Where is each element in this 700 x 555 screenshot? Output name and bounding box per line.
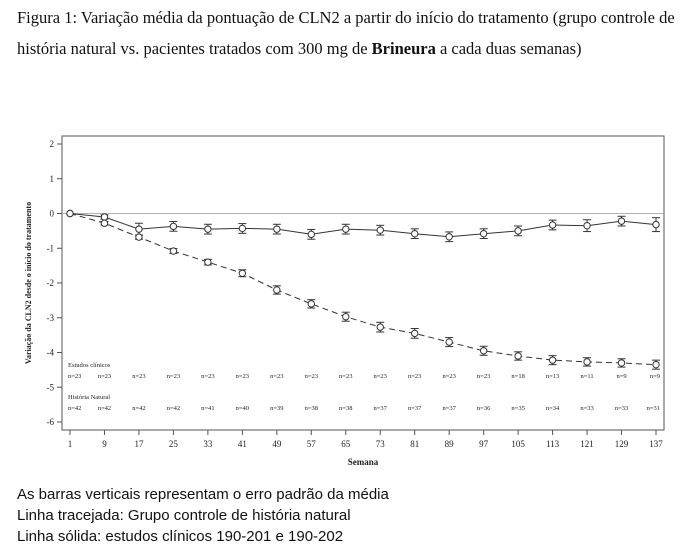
data-point — [584, 359, 590, 365]
x-tick-label: 65 — [341, 439, 351, 449]
y-tick-label: -2 — [46, 278, 54, 288]
n-count: n=23 — [97, 373, 112, 380]
x-tick-label: 9 — [102, 439, 107, 449]
data-point — [515, 228, 521, 234]
n-count: n=38 — [339, 405, 353, 412]
y-tick-label: -3 — [46, 312, 54, 323]
n-count: n=42 — [166, 405, 181, 412]
n-count: n=9 — [649, 373, 660, 380]
x-tick-label: 57 — [306, 439, 316, 449]
n-count: n=23 — [201, 373, 215, 380]
chart-marks — [67, 210, 660, 412]
data-point — [618, 360, 624, 366]
n-count: n=42 — [97, 405, 112, 412]
x-tick-label: 129 — [614, 439, 629, 449]
x-tick-label: 121 — [580, 439, 594, 449]
x-tick-label: 1 — [67, 439, 73, 449]
n-count: n=23 — [442, 373, 456, 380]
y-tick-label: 0 — [49, 208, 54, 219]
y-axis-label: Variação da CLN2 desde o início do tratamento — [24, 201, 33, 365]
x-tick-label: 89 — [444, 439, 454, 449]
n-count: n=23 — [166, 373, 181, 380]
n-count: n=23 — [476, 373, 491, 380]
n-table-label: Estudos clínicos — [68, 362, 111, 369]
data-point — [446, 339, 452, 345]
data-point — [274, 287, 280, 293]
n-count: n=31 — [646, 405, 660, 412]
data-point — [653, 361, 659, 367]
note-error-bars: As barras verticais representam o erro padrão da média — [17, 486, 389, 503]
n-count: n=34 — [545, 405, 560, 412]
y-tick-label: 1 — [49, 173, 54, 184]
data-point — [170, 248, 176, 254]
n-count: n=23 — [235, 373, 250, 380]
data-point — [480, 230, 486, 236]
n-count: n=23 — [270, 373, 284, 380]
x-tick-label: 113 — [546, 439, 560, 449]
data-point — [67, 210, 73, 216]
data-point — [446, 234, 452, 240]
n-count: n=36 — [476, 405, 491, 412]
n-count: n=40 — [235, 405, 250, 412]
data-point — [239, 225, 245, 231]
n-count: n=37 — [442, 405, 456, 412]
x-tick-label: 25 — [168, 439, 178, 449]
n-count: n=33 — [580, 405, 594, 412]
data-point — [136, 226, 142, 232]
data-point — [412, 330, 418, 336]
caption-text: Figura 1: Variação média da pontuação de CLN2 a partir do início do tratamento (grupo controle de história natural vs. pacientes tratados com 300 mg de — [17, 8, 675, 58]
n-count: n=42 — [68, 405, 82, 412]
n-count: n=18 — [511, 373, 525, 380]
x-tick-label: 81 — [410, 439, 420, 449]
data-point — [343, 314, 349, 320]
data-point — [101, 220, 107, 226]
data-point — [170, 223, 176, 229]
caption-text-end: a cada duas semanas) — [435, 39, 582, 58]
x-tick-label: 73 — [375, 439, 385, 449]
series-line-2 — [70, 214, 656, 365]
x-tick-label: 137 — [649, 439, 663, 449]
n-count: n=38 — [304, 405, 319, 412]
data-point — [239, 270, 245, 276]
data-point — [205, 226, 211, 232]
x-tick-label: 33 — [203, 439, 213, 449]
data-point — [205, 259, 211, 265]
n-table-label: História Natural — [68, 394, 111, 401]
y-tick-label: -4 — [46, 347, 54, 358]
data-point — [377, 324, 383, 330]
y-tick-label: -1 — [46, 243, 54, 254]
n-count: n=23 — [68, 373, 82, 380]
n-count: n=23 — [373, 373, 387, 380]
data-point — [343, 226, 349, 232]
data-point — [101, 214, 107, 220]
n-count: n=23 — [304, 373, 319, 380]
n-count: n=37 — [373, 405, 387, 412]
drug-name: Brineura — [371, 39, 436, 58]
n-count: n=33 — [614, 405, 629, 412]
data-point — [274, 226, 280, 232]
data-point — [618, 218, 624, 224]
x-tick-label: 105 — [511, 439, 525, 449]
n-count: n=13 — [545, 373, 560, 380]
x-tick-label: 97 — [479, 439, 489, 449]
data-point — [549, 222, 555, 228]
data-point — [549, 357, 555, 363]
n-count: n=9 — [616, 373, 627, 380]
data-point — [308, 231, 314, 237]
n-count: n=35 — [511, 405, 525, 412]
data-point — [308, 301, 314, 307]
figure-notes — [17, 484, 687, 547]
n-count: n=39 — [270, 405, 284, 412]
n-count: n=23 — [339, 373, 353, 380]
data-point — [377, 227, 383, 233]
data-point — [515, 353, 521, 359]
x-tick-label: 41 — [237, 439, 247, 449]
data-point — [412, 230, 418, 236]
y-tick-label: -6 — [46, 417, 54, 427]
n-count: n=23 — [407, 373, 422, 380]
note-solid-line: Linha sólida: estudos clínicos 190-201 e 190-202 — [17, 528, 344, 545]
n-count: n=42 — [132, 405, 146, 412]
note-dashed-line: Linha tracejada: Grupo controle de história natural — [17, 507, 351, 524]
x-tick-label: 49 — [272, 439, 282, 449]
n-count: n=11 — [580, 373, 594, 380]
chart-axes — [24, 136, 664, 467]
data-point — [653, 221, 659, 227]
data-point — [136, 234, 142, 240]
series-line-1 — [70, 214, 656, 237]
n-count: n=41 — [201, 405, 215, 412]
x-tick-label: 17 — [134, 439, 144, 449]
n-count: n=23 — [132, 373, 146, 380]
n-count: n=37 — [407, 405, 422, 412]
x-axis-label: Semana — [347, 457, 379, 467]
plot-frame — [62, 136, 664, 430]
y-tick-label: -5 — [46, 382, 54, 393]
data-point — [584, 222, 590, 228]
data-point — [480, 348, 486, 354]
y-tick-label: 2 — [49, 139, 54, 149]
